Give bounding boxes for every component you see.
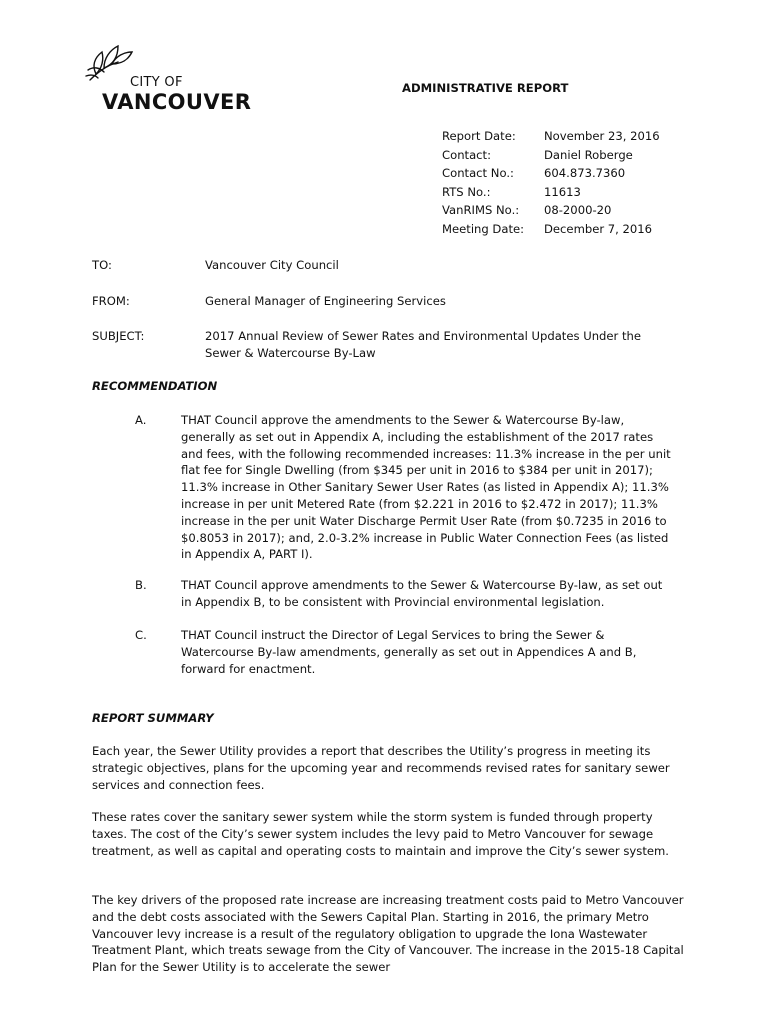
meta-label: Contact: [442,147,492,162]
item-text: THAT Council instruct the Director of Legal Services to bring the Sewer & Watercourse By-law amendments, generally as set out in Appendices A and B, forward for enactment. [181,628,637,676]
report-type-title: ADMINISTRATIVE REPORT [402,81,569,95]
recommendation-item-c [135,627,675,677]
meta-label: Contact No.: [442,166,514,181]
address-subject [92,328,675,362]
address-to [92,257,675,274]
meta-label: Report Date: [442,129,516,143]
report-summary-heading: REPORT SUMMARY [92,711,214,725]
item-text: THAT Council approve amendments to the Sewer & Watercourse By-law, as set out in Appendix B, to be consistent with Provincial environmental legislation. [181,578,663,609]
city-logo [84,44,264,118]
meta-value: December 7, 2016 [544,221,653,236]
meta-label: Meeting Date: [442,221,525,236]
summary-paragraph-1: Each year, the Sewer Utility provides a report that describes the Utility’s progress in meeting its strategic objectives, plans for the upcoming year and recommends revised rates for sanitary sewer services and connection fees. [92,744,670,792]
subject-label: SUBJECT: [92,329,145,343]
meta-contact [442,147,660,166]
to-label: TO: [92,258,112,272]
recommendation-item-b [135,577,675,611]
meta-rts-no [442,184,660,203]
from-label: FROM: [92,294,130,308]
item-letter: B. [135,578,147,592]
meta-contact-no [442,165,660,184]
summary-paragraph-2: These rates cover the sanitary sewer system while the storm system is funded through property taxes. The cost of the City’s sewer system includes the levy paid to Metro Vancouver for sewage treatment, as well as capital and operating costs to maintain and improve the City’s sewer system. [92,810,669,858]
meta-label: RTS No.: [442,184,491,199]
item-letter: A. [135,413,147,427]
meta-value: Daniel Roberge [544,147,633,162]
meta-value: 604.873.7360 [544,166,626,181]
item-letter: C. [135,628,147,642]
subject-value: 2017 Annual Review of Sewer Rates and Environmental Updates Under the Sewer & Watercourse By-Law [205,329,642,360]
recommendation-heading: RECOMMENDATION [92,379,218,393]
to-value: Vancouver City Council [205,258,339,272]
from-value: General Manager of Engineering Services [205,294,446,308]
meta-value: November 23, 2016 [544,129,660,143]
item-text: THAT Council approve the amendments to the Sewer & Watercourse By-law, generally as set out in Appendix A, including the establishment of the 2017 rates and fees, with the following recommended increases: 11.3% increase in the per unit flat fee for Single Dwelling (from $345 per unit in 2016 to $384 per unit in 2017); 11.3% increase in Other Sanitary Sewer User Rates (as listed in Appendix A); 11.3% increase in per unit Metered Rate (from $2.221 in 2016 to $2.472 in 2017); 11.3% increase in the per unit Water Discharge Permit User Rate (from $0.7235 in 2016 to $0.8053 in 2017); and, 2.0-3.2% increase in Public Water Connection Fees (as listed in Appendix A, PART I). [181,413,671,562]
meta-value: 11613 [544,184,581,199]
address-from [92,293,675,310]
meta-meeting-date [442,221,660,240]
logo-city-of: CITY OF [130,75,183,90]
summary-paragraph-3: The key drivers of the proposed rate increase are increasing treatment costs paid to Metro Vancouver and the debt costs associated with the Sewers Capital Plan. Starting in 2016, the primary Metro Vancouver levy increase is a result of the regulatory obligation to upgrade the Iona Wastewater Treatment Plant, which treats sewage from the City of Vancouver. The increase in the 2015-18 Capital Plan for the Sewer Utility is to accelerate the sewer [92,893,684,975]
logo-vancouver: VANCOUVER [102,90,252,114]
meta-value: 08-2000-20 [544,203,612,218]
meta-label: VanRIMS No.: [442,203,520,218]
meta-report-date [442,128,660,147]
report-metadata [442,128,660,240]
meta-vanrims-no [442,202,660,221]
recommendation-item-a [135,412,675,563]
